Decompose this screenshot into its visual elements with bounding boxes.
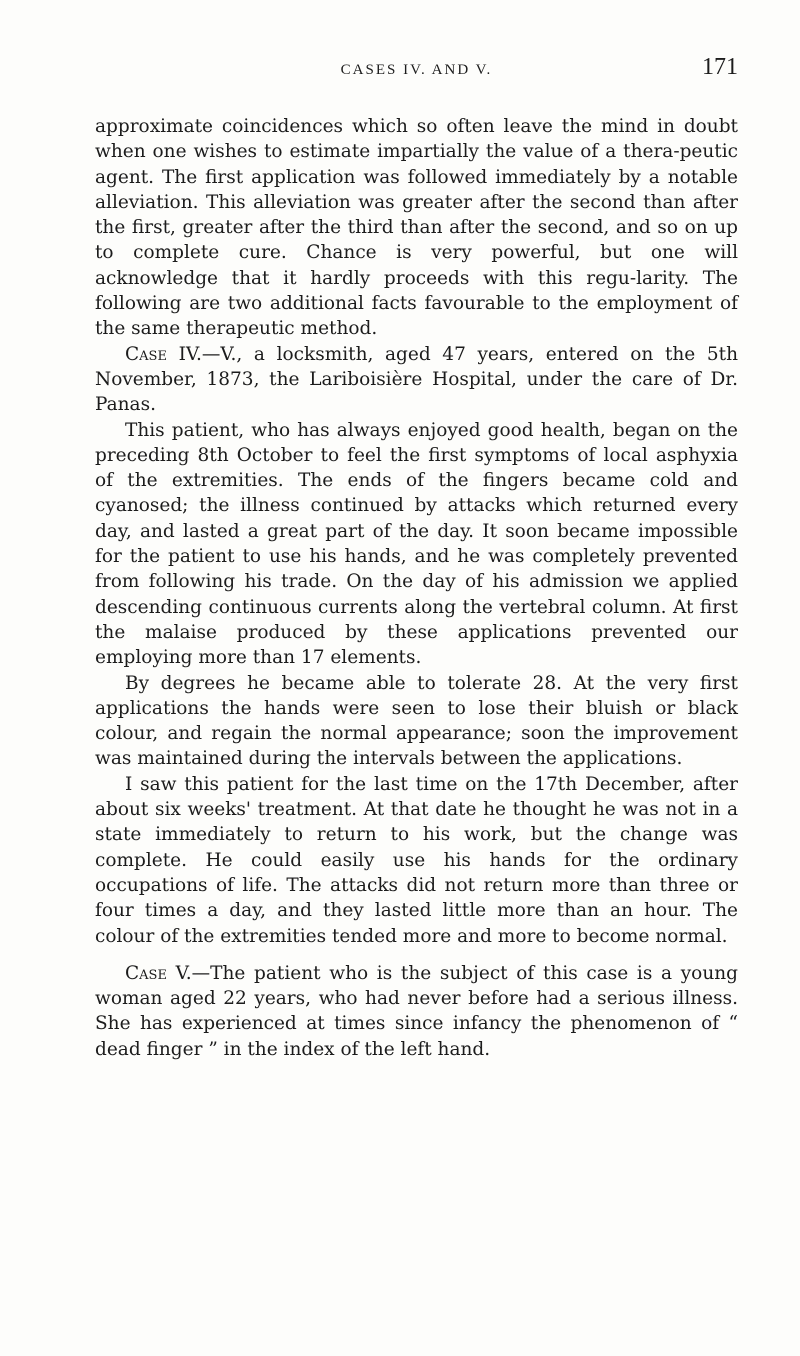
paragraph-text: approximate coincidences which so often leave the mind in doubt when one wishes to estimate impartially the value of a thera-peutic agent. The first application was followed immediately by a notable alleviation. This alleviation was greater after the second than after the first, greater after the third than after the second, and so on up to complete cure. Chance is very powerful, but one will acknowledge that it hardly proceeds with this regu-larity. The following are two additional facts favourable to the employment of the same therapeutic method. xyxy=(95,116,738,340)
running-head: CASES IV. AND V. xyxy=(340,62,493,78)
paragraph-case-iv-intro xyxy=(95,342,738,418)
paragraph-continuation xyxy=(95,114,738,342)
page-header xyxy=(95,48,738,84)
paragraph-text: I saw this patient for the last time on the 17th December, after about six weeks' treatment. At that date he thought he was not in a state immediately to return to his work, but the change was complete. He could easily use his hands for the ordinary occupations of life. The attacks did not return more than three or four times a day, and they lasted little more than an hour. The colour of the extremities tended more and more to become normal. xyxy=(95,773,738,947)
case-heading: Case V. xyxy=(125,962,192,984)
paragraph-case-v-intro xyxy=(95,961,738,1062)
paragraph-case-iv-progress xyxy=(95,671,738,772)
page-number: 171 xyxy=(702,54,738,80)
case-heading: Case IV. xyxy=(125,343,202,365)
body-text xyxy=(95,114,738,1062)
paragraph-case-iv-history xyxy=(95,418,738,671)
paragraph-text: —V., a locksmith, aged 47 years, entered on the 5th November, 1873, the Lariboisière Hospital, under the care of Dr. Panas. xyxy=(95,343,738,416)
paragraph-text: This patient, who has always enjoyed good health, began on the preceding 8th October to feel the first symptoms of local asphyxia of the extremities. The ends of the fingers became cold and cyanosed; the illness continued by attacks which returned every day, and lasted a great part of the day. It soon became impossible for the patient to use his hands, and he was completely prevented from following his trade. On the day of his admission we applied descending continuous currents along the vertebral column. At first the malaise produced by these applications prevented our employing more than 17 elements. xyxy=(95,419,738,669)
paragraph-text: —The patient who is the subject of this case is a young woman aged 22 years, who had never before had a serious illness. She has experienced at times since infancy the phenomenon of “ dead finger ” in the index of the left hand. xyxy=(95,962,738,1060)
paragraph-text: By degrees he became able to tolerate 28. At the very first applications the hands were seen to lose their bluish or black colour, and regain the normal appearance; soon the improvement was maintained during the intervals between the applications. xyxy=(95,672,738,770)
paragraph-case-iv-outcome xyxy=(95,772,738,949)
